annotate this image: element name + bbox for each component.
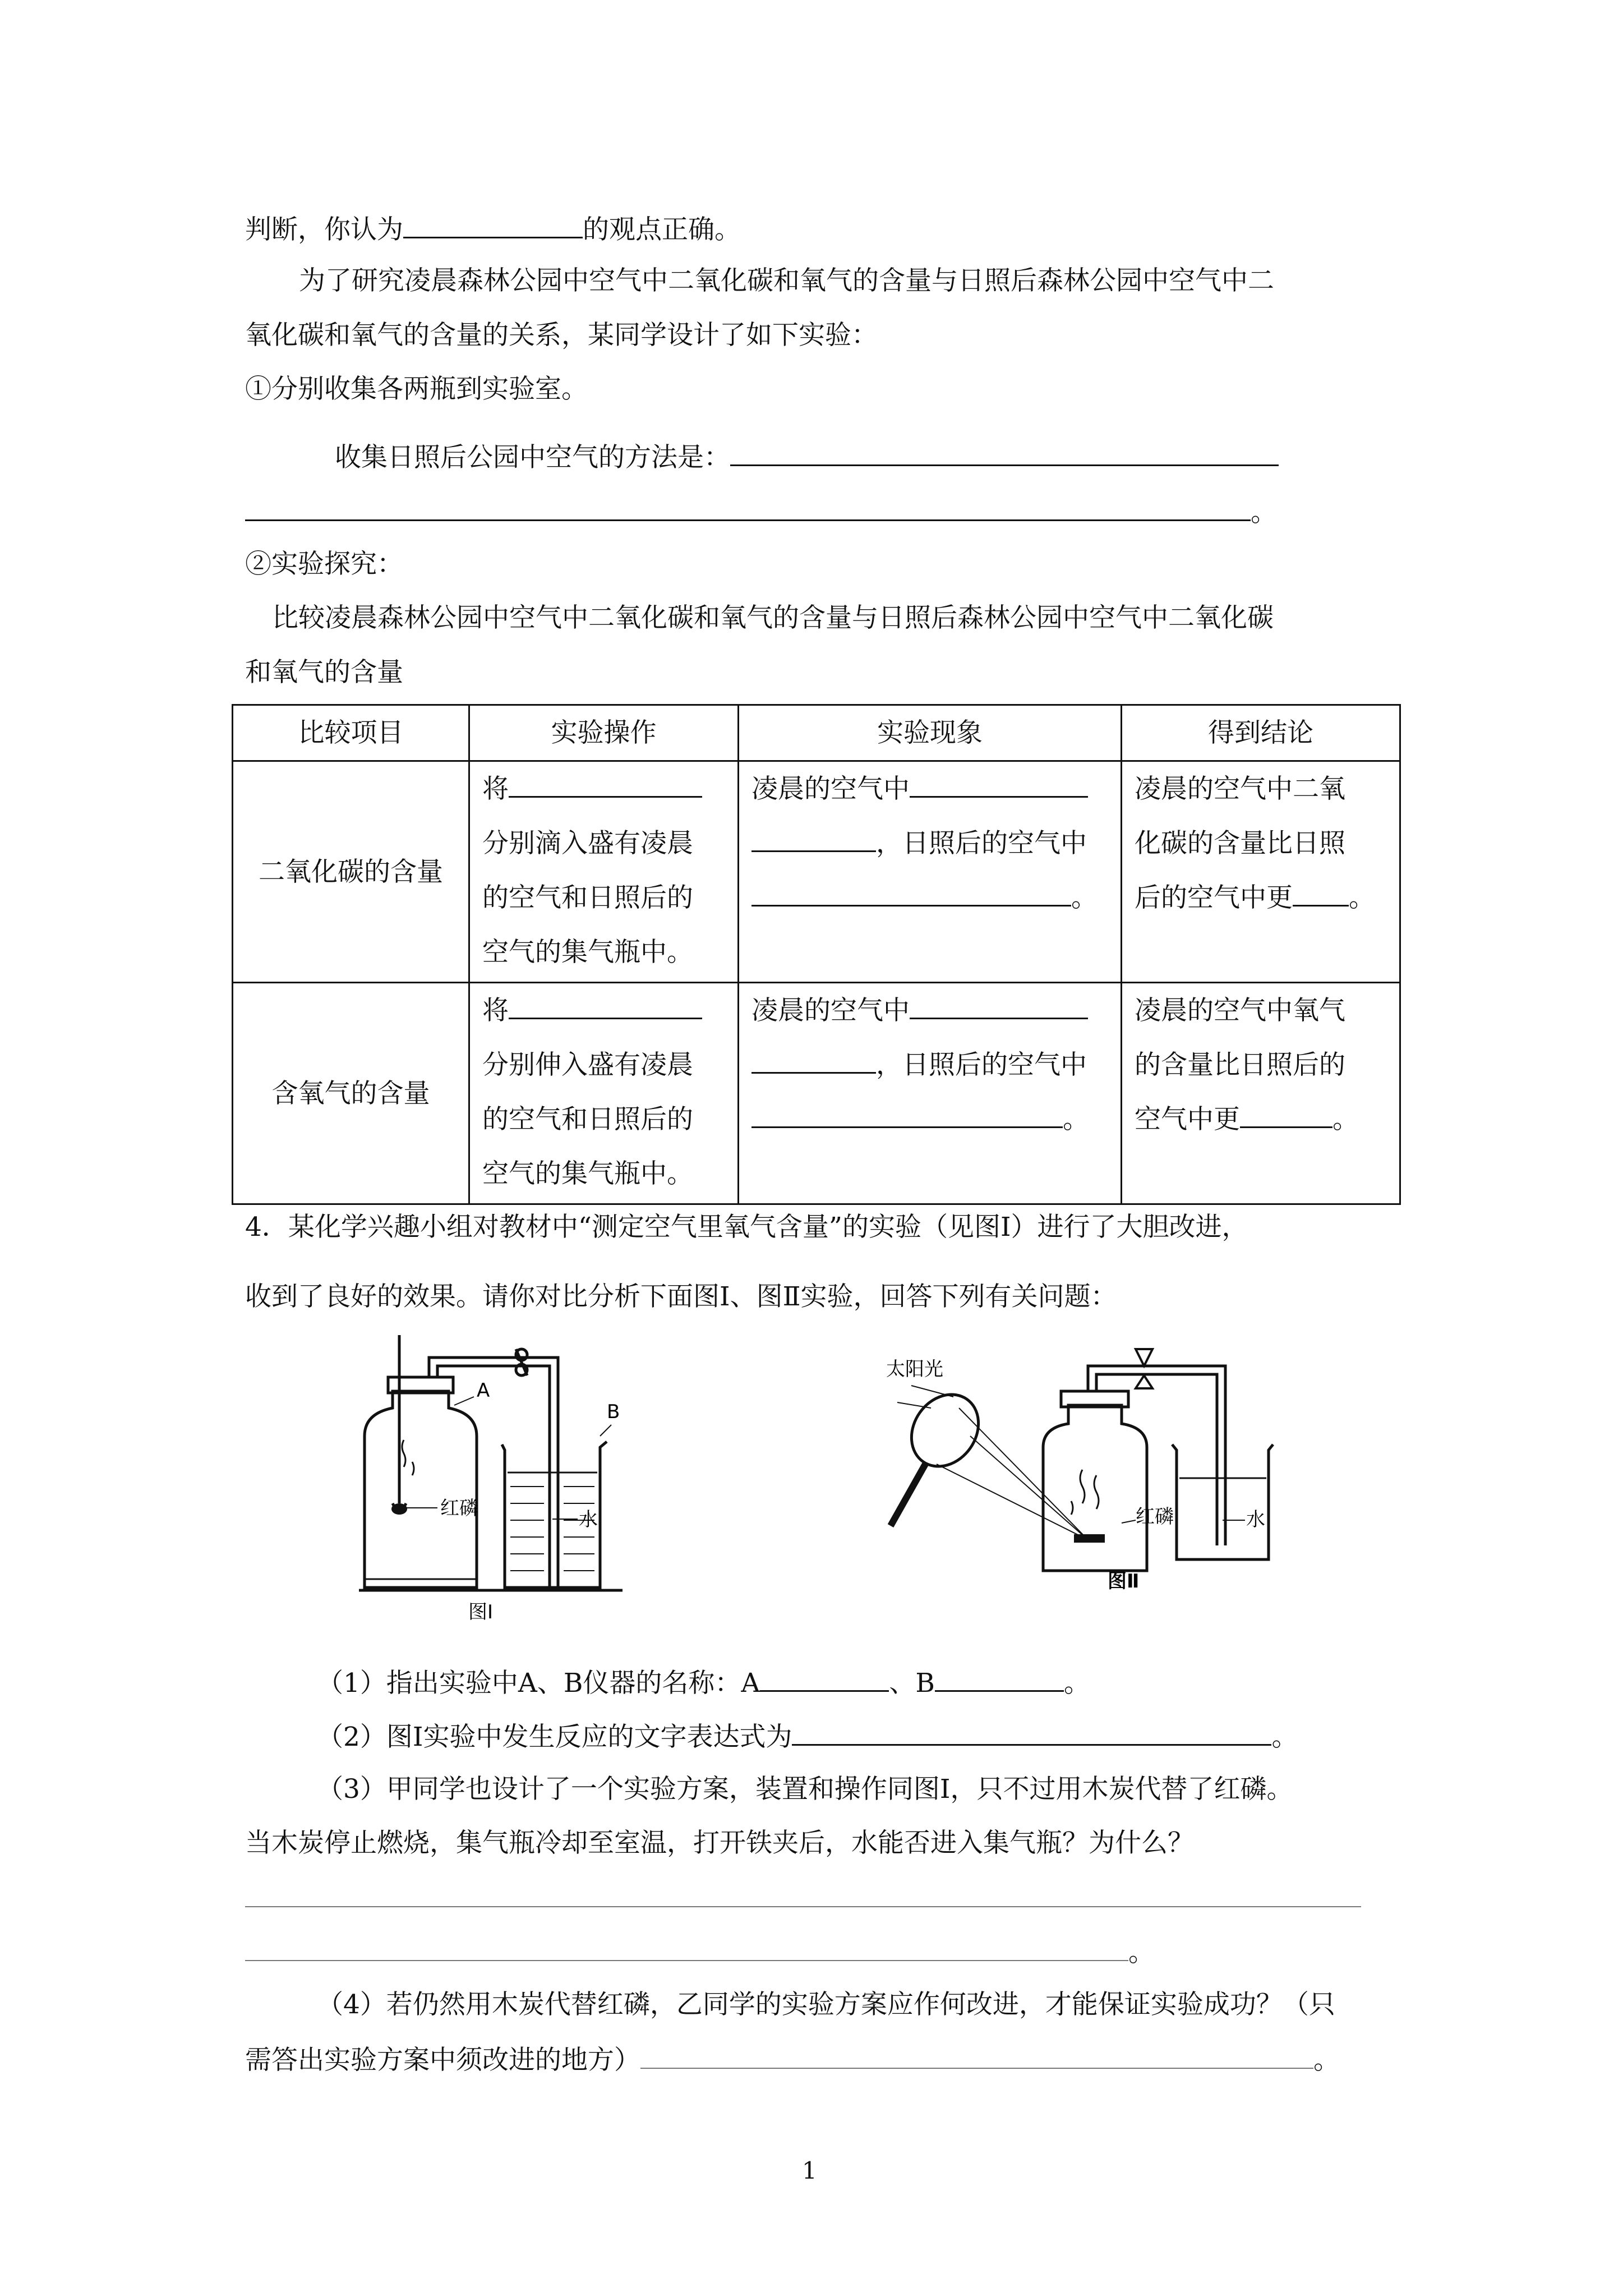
item-co2: 二氧化碳的含量 <box>233 761 469 983</box>
question-3-line-2: 当木炭停止燃烧，集气瓶冷却至室温，打开铁夹后，水能否进入集气瓶？为什么？ <box>245 1828 1194 1858</box>
q3-answer-line-1 <box>245 1880 1361 1916</box>
phenomenon-o2 <box>739 983 1122 1204</box>
question-1 <box>317 1664 1090 1700</box>
intro-paragraph-line-1: 为了研究凌晨森林公园中空气中二氧化碳和氧气的含量与日照后森林公园中空气中二 <box>299 265 1274 296</box>
operation-co2 <box>469 761 739 983</box>
op-text: 的空气和日照后的 <box>482 1104 693 1135</box>
method-question <box>335 439 1279 475</box>
q4-intro-line-1: 4．某化学兴趣小组对教材中“测定空气里氧气含量”的实验（见图Ⅰ）进行了大胆改进， <box>245 1212 1248 1243</box>
page-number: 1 <box>802 2157 817 2184</box>
ph-text: ，日照后的空气中 <box>876 828 1087 859</box>
op-text: 空气的集气瓶中。 <box>482 937 693 968</box>
op-text: 空气的集气瓶中。 <box>482 1158 693 1189</box>
method-label: 收集日照后公园中空气的方法是： <box>335 442 730 473</box>
header-operation: 实验操作 <box>469 705 739 761</box>
q4-end: 。 <box>1313 2045 1340 2076</box>
blank-instrument-a[interactable] <box>760 1664 889 1692</box>
op-text: 将 <box>482 774 509 804</box>
intro-paragraph-line-2: 氧化碳和氧气的含量的关系，某同学设计了如下实验： <box>245 320 878 351</box>
label-red-phosphorus: 红磷 <box>440 1497 478 1520</box>
blank-ph-co2-2[interactable] <box>751 825 876 852</box>
phenomenon-co2 <box>739 761 1122 983</box>
label-red-phosphorus-2: 红磷 <box>1136 1506 1174 1528</box>
op-text: 将 <box>482 995 509 1026</box>
blank-equation[interactable] <box>792 1718 1271 1746</box>
figure-1-caption: 图Ⅰ <box>468 1601 494 1623</box>
compare-text-line-2: 和氧气的含量 <box>245 657 403 688</box>
concl-text: 。 <box>1332 1104 1359 1135</box>
blank-method-2[interactable] <box>245 494 1251 521</box>
q3-end: 。 <box>1128 1937 1155 1968</box>
text-judge: 判断，你认为 <box>245 214 403 245</box>
blank-q4[interactable] <box>640 2042 1313 2069</box>
conclusion-o2 <box>1122 983 1400 1204</box>
q1-text-b: 、B <box>889 1668 935 1699</box>
blank-q3-2[interactable] <box>245 1934 1128 1961</box>
concl-text: 凌晨的空气中氧气 <box>1135 995 1345 1026</box>
question-4-line-2 <box>245 2042 1340 2077</box>
blank-ph-o2-1[interactable] <box>910 992 1088 1019</box>
method-answer-line-2 <box>245 494 1277 530</box>
header-conclusion: 得到结论 <box>1122 705 1400 761</box>
step-2-text: ②实验探究： <box>245 549 403 579</box>
concl-text: 凌晨的空气中二氧 <box>1135 774 1345 804</box>
ph-text: ，日照后的空气中 <box>876 1050 1087 1080</box>
q4-intro-line-2: 收到了良好的效果。请你对比分析下面图Ⅰ、图Ⅱ实验，回答下列有关问题： <box>245 1281 1117 1312</box>
experiment-table <box>232 704 1401 1205</box>
concl-text: 空气中更 <box>1135 1104 1240 1135</box>
table-row-o2 <box>233 983 1400 1204</box>
compare-text-line-1: 比较凌晨森林公园中空气中二氧化碳和氧气的含量与日照后森林公园中空气中二氧化碳 <box>272 602 1274 633</box>
q2-text: （2）图Ⅰ实验中发生反应的文字表达式为 <box>317 1722 792 1752</box>
step-1-text: ①分别收集各两瓶到实验室。 <box>245 374 588 404</box>
blank-ph-o2-2[interactable] <box>751 1046 876 1074</box>
ph-text: 凌晨的空气中 <box>751 774 910 804</box>
question-4-line-1: （4）若仍然用木炭代替红磷，乙同学的实验方案应作何改进，才能保证实验成功？（只 <box>317 1989 1335 2020</box>
label-water: 水 <box>579 1508 598 1531</box>
concl-text: 化碳的含量比日照 <box>1135 828 1345 859</box>
label-a: A <box>477 1379 490 1402</box>
q1-text: （1）指出实验中A、B仪器的名称：A <box>317 1668 760 1699</box>
blank-op-co2[interactable] <box>509 770 702 798</box>
q4-text: 需答出实验方案中须改进的地方） <box>245 2045 640 2076</box>
period: 。 <box>1251 497 1277 528</box>
concl-text: 后的空气中更 <box>1135 882 1293 913</box>
table-header-row <box>233 705 1400 761</box>
blank-concl-co2[interactable] <box>1293 879 1349 907</box>
ph-text: 。 <box>1071 882 1098 913</box>
blank-ph-o2-3[interactable] <box>751 1101 1063 1128</box>
ph-text: 。 <box>1063 1104 1089 1135</box>
label-sunlight: 太阳光 <box>886 1358 943 1381</box>
figure-2-caption: 图Ⅱ <box>1108 1570 1140 1593</box>
ph-text: 凌晨的空气中 <box>751 995 910 1026</box>
op-text: 分别滴入盛有凌晨 <box>482 828 693 859</box>
blank-q3-1[interactable] <box>245 1880 1361 1907</box>
question-3-line-1: （3）甲同学也设计了一个实验方案，装置和操作同图Ⅰ，只不过用木炭代替了红磷。 <box>317 1774 1293 1805</box>
header-phenomenon: 实验现象 <box>739 705 1122 761</box>
table-row-co2 <box>233 761 1400 983</box>
blank-op-o2[interactable] <box>509 992 702 1019</box>
blank-ph-co2-3[interactable] <box>751 879 1071 907</box>
q2-end: 。 <box>1271 1722 1298 1752</box>
blank-method-1[interactable] <box>730 439 1279 466</box>
label-water-2: 水 <box>1246 1508 1265 1531</box>
concl-text: 的含量比日照后的 <box>1135 1050 1345 1080</box>
item-o2: 含氧气的含量 <box>233 983 469 1204</box>
figure-2-apparatus <box>880 1335 1284 1604</box>
blank-concl-o2[interactable] <box>1240 1101 1332 1128</box>
text-correct-suffix: 的观点正确。 <box>583 214 741 245</box>
conclusion-co2 <box>1122 761 1400 983</box>
op-text: 分别伸入盛有凌晨 <box>482 1050 693 1080</box>
op-text: 的空气和日照后的 <box>482 882 693 913</box>
q1-end: 。 <box>1063 1668 1090 1699</box>
header-item: 比较项目 <box>233 705 469 761</box>
label-b: B <box>607 1401 620 1423</box>
blank-instrument-b[interactable] <box>935 1664 1064 1692</box>
q3-answer-line-2 <box>245 1934 1155 1970</box>
question-2 <box>317 1718 1298 1754</box>
concl-text: 。 <box>1349 882 1375 913</box>
operation-o2 <box>469 983 739 1204</box>
blank-ph-co2-1[interactable] <box>910 770 1088 798</box>
figure-1-apparatus <box>348 1324 639 1627</box>
answer-line-correct-view <box>245 211 741 247</box>
blank-correct-view[interactable] <box>403 211 583 238</box>
